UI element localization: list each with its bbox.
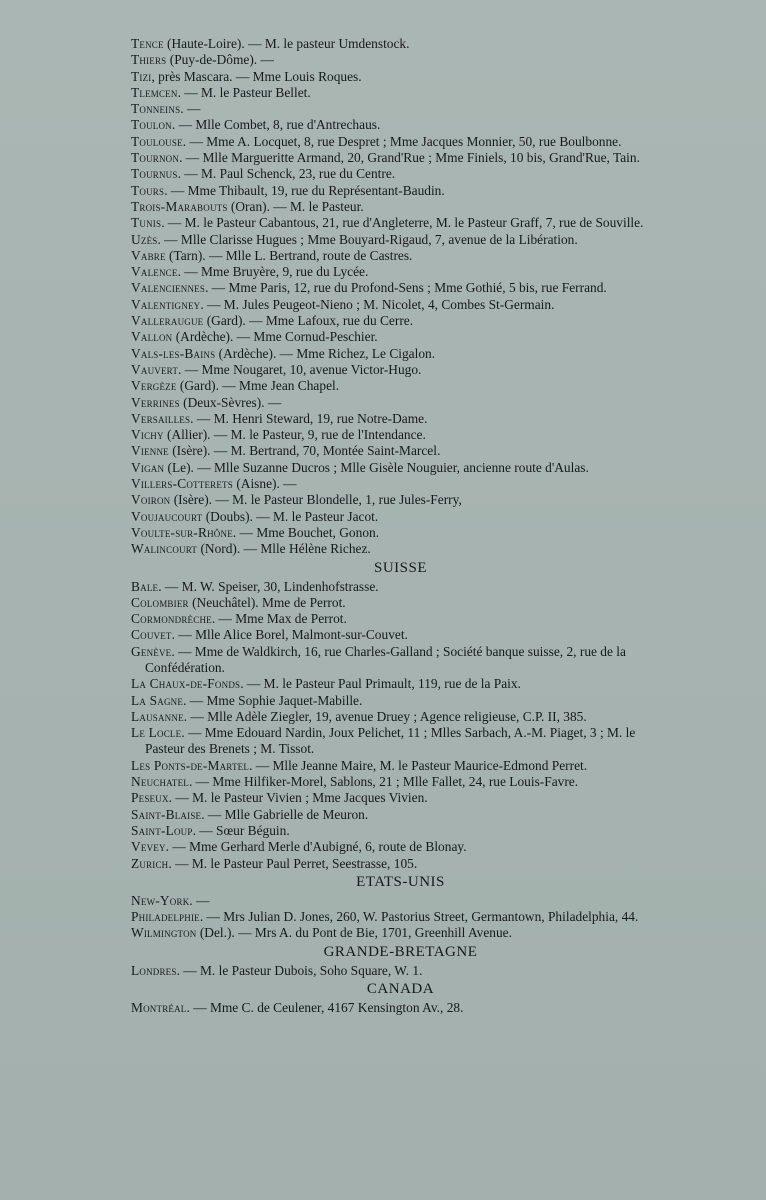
directory-entry — [131, 709, 670, 725]
entry-place-name: Verrines — [131, 394, 180, 410]
entry-contact-text: (Oran). — M. le Pasteur. — [227, 198, 364, 214]
directory-entry — [131, 134, 670, 150]
entry-contact-text: . — — [189, 892, 210, 908]
entry-contact-text: . — Sœur Béguin. — [192, 822, 290, 838]
directory-entry — [131, 150, 670, 166]
entry-contact-text: (Haute-Loire). — M. le pasteur Umdenstock. — [163, 36, 410, 51]
directory-entry — [131, 117, 670, 133]
entry-contact-text: (Del.). — Mrs A. du Pont de Bie, 1701, Greenhill Avenue. — [196, 925, 512, 941]
entry-place-name: Saint-Blaise — [131, 806, 202, 822]
directory-entry — [131, 925, 670, 941]
entry-place-name: La Sagne — [131, 692, 184, 708]
entry-place-name: New-York — [131, 892, 190, 908]
directory-entry — [131, 166, 670, 182]
entry-contact-text: (Allier). — M. le Pasteur, 9, rue de l'Intendance. — [163, 427, 426, 443]
directory-entry — [131, 36, 670, 52]
entry-place-name: Voiron — [131, 492, 171, 508]
entry-place-name: Peseux — [131, 790, 169, 806]
entry-contact-text: . — M. Jules Peugeot-Nieno ; M. Nicolet, 4, Combes St-Germain. — [200, 296, 555, 312]
directory-entry — [131, 69, 670, 85]
entry-contact-text: . — Mme Max de Perrot. — [211, 611, 347, 627]
entry-place-name: Vevey — [131, 839, 166, 855]
entry-contact-text: . — Mlle Clarisse Hugues ; Mme Bouyard-Rigaud, 7, avenue de la Libération. — [157, 231, 578, 247]
directory-entry — [131, 215, 670, 231]
entry-place-name: Tizi — [131, 68, 152, 84]
entry-contact-text: (Tarn). — Mlle L. Bertrand, route de Castres. — [165, 247, 413, 263]
directory-listing — [131, 36, 670, 1016]
entry-contact-text: . — M. Henri Steward, 19, rue Notre-Dame. — [190, 410, 428, 426]
directory-entry — [131, 579, 670, 595]
entry-place-name: Villers-Cotterets — [131, 476, 233, 492]
entry-contact-text: (Deux-Sèvres). — — [179, 394, 282, 410]
entry-place-name: Vichy — [131, 427, 164, 443]
directory-entry — [131, 909, 670, 925]
directory-entry — [131, 839, 670, 855]
entry-contact-text: (Ardèche). — Mme Cornud-Peschier. — [172, 329, 378, 345]
entry-contact-text: . — M. Paul Schenck, 23, rue du Centre. — [177, 166, 396, 182]
directory-entry — [131, 443, 670, 459]
entry-place-name: Colombier — [131, 594, 189, 610]
entry-contact-text: (Isère). — M. Bertrand, 70, Montée Saint-Marcel. — [168, 443, 441, 459]
directory-entry — [131, 52, 670, 68]
directory-entry — [131, 963, 670, 979]
entry-place-name: Voulte-sur-Rhône — [131, 524, 233, 540]
entry-place-name: Neuchatel — [131, 774, 189, 790]
entry-place-name: Zurich — [131, 855, 169, 871]
entry-place-name: Tournus — [131, 166, 178, 182]
directory-entry — [131, 313, 670, 329]
directory-entry — [131, 232, 670, 248]
entry-place-name: Genève — [131, 643, 172, 659]
directory-entry — [131, 525, 670, 541]
directory-entry — [131, 541, 670, 557]
section-heading: GRANDE-BRETAGNE — [323, 943, 478, 960]
entry-place-name: Tournon — [131, 150, 180, 166]
entry-place-name: Uzès — [131, 231, 158, 247]
entry-place-name: La Chaux-de-Fonds — [131, 676, 241, 692]
entry-contact-text: . — Mme Sophie Jaquet-Mabille. — [183, 692, 363, 708]
directory-entry — [131, 264, 670, 280]
entry-contact-text: (Aisne). — — [232, 476, 297, 492]
entry-contact-text: . — Mlle Combet, 8, rue d'Antrechaus. — [171, 117, 381, 133]
entry-contact-text: . — Mlle Adèle Ziegler, 19, avenue Druey ; Agence religieuse, C.P. II, 385. — [183, 708, 587, 724]
entry-place-name: Toulouse — [131, 133, 183, 149]
directory-entry — [131, 346, 670, 362]
entry-contact-text: . — Mme Paris, 12, rue du Profond-Sens ; Mme Gothié, 5 bis, rue Ferrand. — [205, 280, 607, 296]
entry-place-name: Tunis — [131, 215, 162, 231]
entry-place-name: Voujaucourt — [131, 508, 203, 524]
entry-contact-text: . — — [180, 101, 201, 117]
entry-contact-text: (Neuchâtel). Mme de Perrot. — [188, 594, 346, 610]
directory-entry — [131, 627, 670, 643]
directory-entry — [131, 395, 670, 411]
entry-contact-text: . — Mme de Waldkirch, 16, rue Charles-Galland ; Société banque suisse, 2, rue de la Confédération. — [145, 643, 626, 675]
entry-contact-text: . — Mme Bouchet, Gonon. — [232, 524, 380, 540]
directory-entry — [131, 856, 670, 872]
directory-entry — [131, 427, 670, 443]
section-heading: ETATS-UNIS — [356, 873, 445, 890]
entry-contact-text: . — Mlle Margueritte Armand, 20, Grand'Rue ; Mme Finiels, 10 bis, Grand'Rue, Tain. — [179, 150, 640, 166]
directory-entry — [131, 893, 670, 909]
directory-entry — [131, 595, 670, 611]
entry-place-name: Valentigney — [131, 296, 201, 312]
directory-entry — [131, 280, 670, 296]
entry-contact-text: . — Mme Edouard Nardin, Joux Pelichet, 11 ; Mlles Sarbach, A.-M. Piaget, 3 ; M. le Pasteur des Brenets ; M. Tissot. — [145, 725, 636, 757]
entry-contact-text: (Nord). — Mlle Hélène Richez. — [197, 541, 371, 557]
entry-place-name: Valenciennes — [131, 280, 206, 296]
directory-entry — [131, 758, 670, 774]
entry-contact-text: . — Mlle Alice Borel, Malmont-sur-Couvet. — [171, 627, 408, 643]
directory-entry — [131, 183, 670, 199]
entry-place-name: Trois-Marabouts — [131, 198, 228, 214]
directory-entry — [131, 85, 670, 101]
entry-contact-text: . — M. le Pasteur Paul Primault, 119, rue de la Paix. — [240, 676, 521, 692]
entry-contact-text: . — Mme Thibault, 19, rue du Représentant-Baudin. — [164, 182, 445, 198]
entry-contact-text: . — Mme C. de Ceulener, 4167 Kensington Av., 28. — [186, 1000, 464, 1016]
entry-place-name: Bale — [131, 578, 159, 594]
directory-entry — [131, 611, 670, 627]
section-heading: CANADA — [366, 981, 435, 998]
entry-place-name: Tence — [131, 36, 164, 51]
entry-contact-text: (Puy-de-Dôme). — — [166, 52, 274, 68]
entry-place-name: Lausanne — [131, 708, 184, 724]
entry-place-name: Londres — [131, 962, 177, 978]
entry-place-name: Cormondrèche — [131, 611, 212, 627]
entry-place-name: Thiers — [131, 52, 167, 68]
directory-entry — [131, 248, 670, 264]
entry-contact-text: (Gard). — Mme Lafoux, rue du Cerre. — [203, 313, 414, 329]
entry-contact-text: . — Mrs Julian D. Jones, 260, W. Pastorius Street, Germantown, Philadelphia, 44. — [199, 909, 639, 925]
entry-place-name: Walincourt — [131, 541, 198, 557]
entry-contact-text: , près Mascara. — Mme Louis Roques. — [151, 68, 362, 84]
entry-contact-text: . — M. le Pasteur Cabantous, 21, rue d'Angleterre, M. le Pasteur Graff, 7, rue de Souville. — [161, 215, 644, 231]
entry-contact-text: . — M. le Pasteur Bellet. — [177, 84, 311, 100]
directory-entry — [131, 693, 670, 709]
entry-place-name: Versailles — [131, 410, 191, 426]
entry-contact-text: . — M. W. Speiser, 30, Lindenhofstrasse. — [158, 578, 379, 594]
entry-place-name: Vergèze — [131, 378, 177, 394]
entry-place-name: Vals-les-Bains — [131, 345, 216, 361]
entry-contact-text: . — M. le Pasteur Dubois, Soho Square, W. 1. — [176, 962, 423, 978]
entry-place-name: Vabre — [131, 247, 166, 263]
entry-place-name: Tlemcen — [131, 84, 178, 100]
entry-contact-text: (Le). — Mlle Suzanne Ducros ; Mlle Gisèle Nouguier, ancienne route d'Aulas. — [164, 459, 589, 475]
entry-contact-text: . — Mme Bruyère, 9, rue du Lycée. — [177, 264, 369, 280]
entry-contact-text: (Gard). — Mme Jean Chapel. — [176, 378, 340, 394]
directory-entry — [131, 509, 670, 525]
entry-place-name: Montréal — [131, 1000, 187, 1016]
entry-place-name: Le Locle — [131, 725, 182, 741]
entry-contact-text: . — M. le Pasteur Paul Perret, Seestrasse, 105. — [168, 855, 418, 871]
directory-entry — [131, 725, 670, 758]
entry-place-name: Wilmington — [131, 925, 197, 941]
entry-contact-text: . — Mme A. Locquet, 8, rue Despret ; Mme Jacques Monnier, 50, rue Boulbonne. — [182, 133, 622, 149]
directory-entry — [131, 362, 670, 378]
entry-place-name: Valence — [131, 264, 178, 280]
directory-entry — [131, 774, 670, 790]
directory-entry — [131, 101, 670, 117]
section-heading: SUISSE — [373, 559, 428, 576]
directory-entry — [131, 297, 670, 313]
entry-contact-text: . — Mme Hilfiker-Morel, Sablons, 21 ; Mlle Fallet, 24, rue Louis-Favre. — [188, 774, 579, 790]
directory-entry — [131, 411, 670, 427]
entry-place-name: Vauvert — [131, 361, 179, 377]
directory-entry — [131, 807, 670, 823]
directory-entry — [131, 676, 670, 692]
entry-place-name: Les Ponts-de-Martel — [131, 757, 250, 773]
entry-place-name: Vigan — [131, 459, 165, 475]
entry-place-name: Couvet — [131, 627, 172, 643]
directory-entry — [131, 644, 670, 677]
entry-contact-text: . — Mme Gerhard Merle d'Aubigné, 6, route de Blonay. — [165, 839, 467, 855]
entry-place-name: Toulon — [131, 117, 172, 133]
directory-entry — [131, 790, 670, 806]
entry-place-name: Tours — [131, 182, 165, 198]
entry-place-name: Vallon — [131, 329, 173, 345]
entry-contact-text: . — Mlle Gabrielle de Meuron. — [201, 806, 369, 822]
directory-entry — [131, 329, 670, 345]
directory-entry — [131, 460, 670, 476]
entry-place-name: Tonneins — [131, 101, 181, 117]
entry-place-name: Valleraugue — [131, 313, 204, 329]
entry-contact-text: . — M. le Pasteur Vivien ; Mme Jacques Vivien. — [168, 790, 428, 806]
entry-contact-text: . — Mme Nougaret, 10, avenue Victor-Hugo. — [178, 361, 422, 377]
directory-entry — [131, 476, 670, 492]
directory-entry — [131, 823, 670, 839]
entry-place-name: Vienne — [131, 443, 169, 459]
directory-entry — [131, 1000, 670, 1016]
entry-contact-text: . — Mlle Jeanne Maire, M. le Pasteur Maurice-Edmond Perret. — [249, 757, 588, 773]
directory-entry — [131, 378, 670, 394]
entry-place-name: Philadelphie — [131, 909, 200, 925]
directory-entry — [131, 199, 670, 215]
entry-contact-text: (Ardèche). — Mme Richez, Le Cigalon. — [215, 345, 436, 361]
entry-contact-text: (Doubs). — M. le Pasteur Jacot. — [202, 508, 379, 524]
entry-contact-text: (Isère). — M. le Pasteur Blondelle, 1, rue Jules-Ferry, — [170, 492, 462, 508]
directory-entry — [131, 492, 670, 508]
entry-place-name: Saint-Loup — [131, 822, 193, 838]
